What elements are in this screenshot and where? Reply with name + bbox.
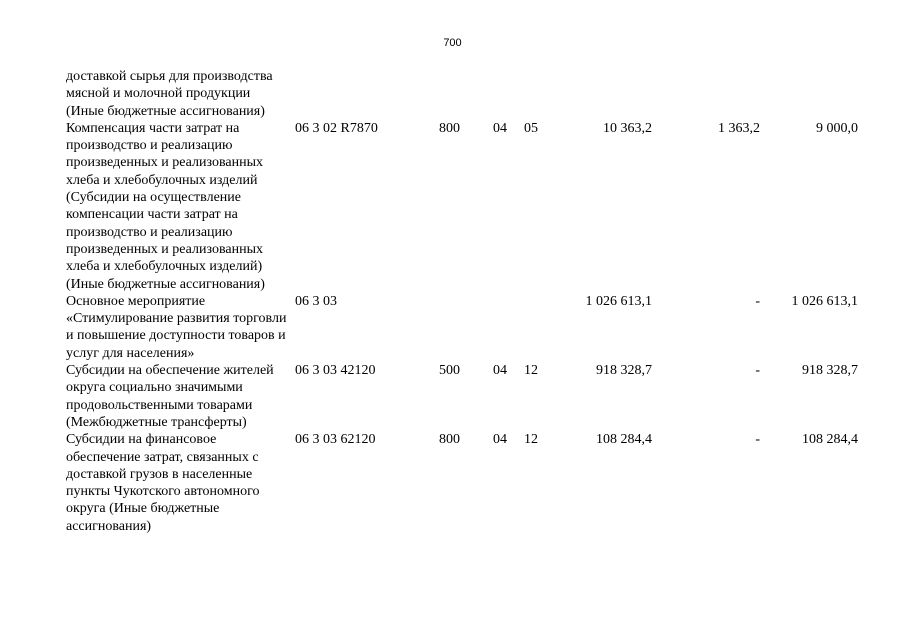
row-amount-2: - [755,293,760,309]
row-total-amount: 918 328,7 [596,363,652,379]
row-expense-type: 800 [439,120,460,136]
row-subsection: 12 [524,432,538,448]
row-amount-3: 9 000,0 [816,120,858,136]
row-description: Компенсация части затрат на производство и реализацию произведенных и реализованных хлеба и хлебобулочных изделий (Субсидии на осуществление компенсации части затрат на производство и реализацию произведенных и реализованных хлеба и хлебобулочных изделий) (Иные бюджетные ассигнования) [66,120,265,292]
table-row [66,431,866,535]
row-subsection: 12 [524,363,538,379]
row-description: Субсидии на обеспечение жителей округа социально значимыми продовольственными товарами (Межбюджетные трансферты) [66,363,274,430]
row-amount-2: - [755,363,760,379]
row-target-code: 06 3 03 42120 [295,363,376,379]
row-target-code: 06 3 03 [295,293,337,309]
row-section: 04 [493,363,507,379]
row-total-amount: 1 026 613,1 [585,293,652,309]
page-number: 700 [443,37,462,49]
row-amount-3: 1 026 613,1 [791,293,858,309]
row-total-amount: 108 284,4 [596,432,652,448]
row-amount-3: 108 284,4 [802,432,858,448]
row-amount-2: 1 363,2 [718,120,760,136]
row-description: Субсидии на финансовое обеспечение затрат, связанных с доставкой грузов в населенные пункты Чукотского автономного округа (Иные бюджетные ассигнования) [66,432,260,534]
row-description: Основное мероприятие «Стимулирование развития торговли и повышение доступности товаров и услуг для населения» [66,293,287,361]
row-expense-type: 800 [439,432,460,448]
row-amount-2: - [755,432,760,448]
row-target-code: 06 3 03 62120 [295,432,376,448]
row-target-code: 06 3 02 R7870 [295,120,378,136]
table-row [66,68,866,120]
row-total-amount: 10 363,2 [603,120,652,136]
table-row [66,120,866,293]
row-description: доставкой сырья для производства мясной и молочной продукции (Иные бюджетные ассигнования) [66,69,273,119]
table-row [66,293,866,362]
row-amount-3: 918 328,7 [802,363,858,379]
row-subsection: 05 [524,120,538,136]
row-section: 04 [493,432,507,448]
row-section: 04 [493,120,507,136]
table-row [66,362,866,431]
row-expense-type: 500 [439,363,460,379]
budget-table [66,68,866,535]
